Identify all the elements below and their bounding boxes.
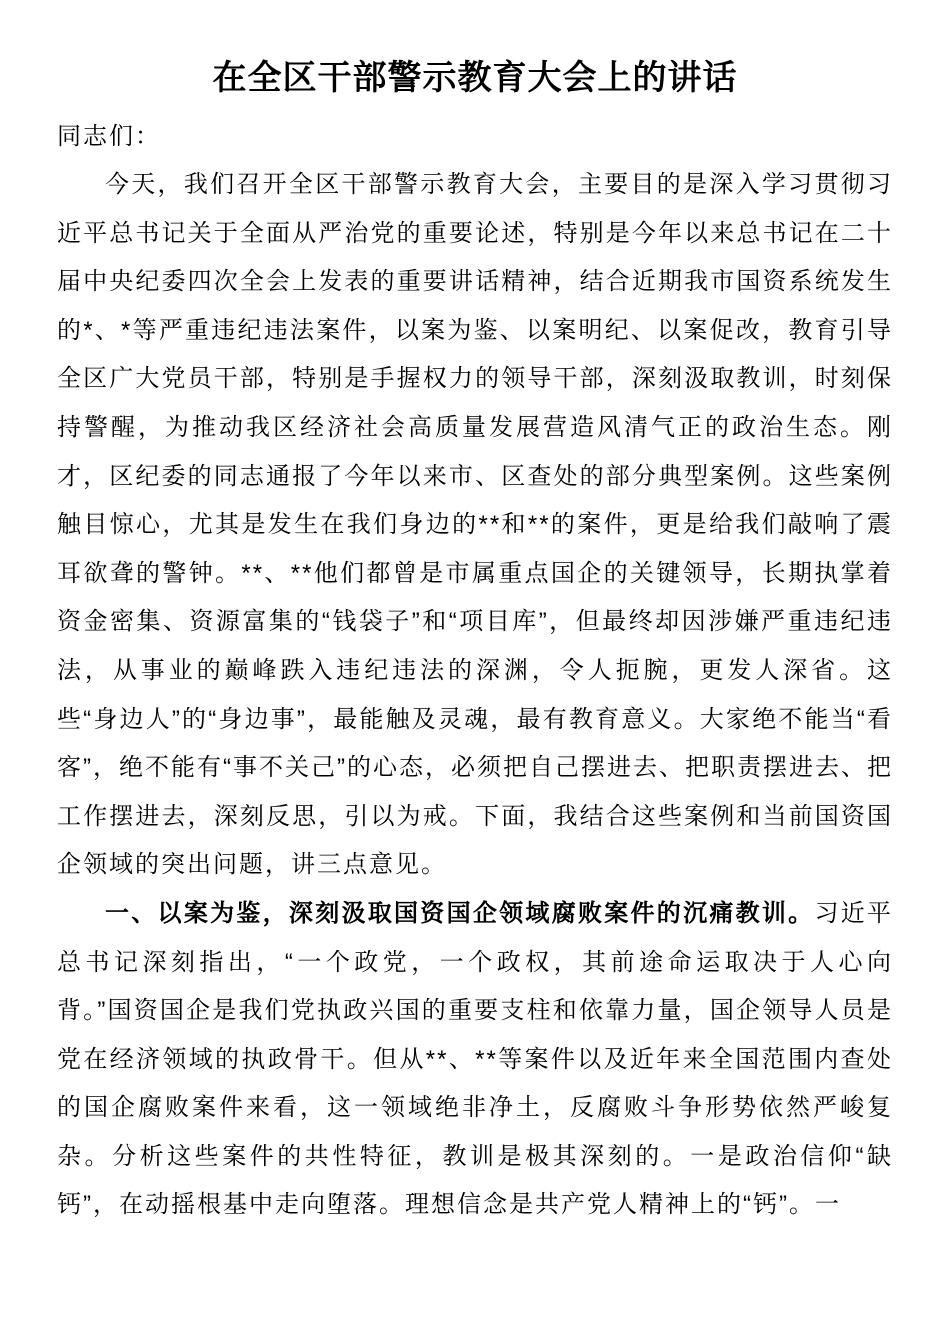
- paragraph: [57, 890, 893, 1230]
- section-heading: 一、以案为鉴，深刻汲取国资国企领域腐败案件的沉痛教训。: [105, 899, 815, 927]
- paragraph-2-text: 习近平总书记深刻指出，“一个政党，一个政权，其前途命运取决于人心向背。”国资国企是我们党执政兴国的重要支柱和依靠力量，国企领导人员是党在经济领域的执政骨干。但从**、**等案件以及近年来全国范围内查处的国企腐败案件来看，这一领域绝非净土，反腐败斗争形势依然严峻复杂。分析这些案件的共性特征，教训是极其深刻的。一是政治信仰“缺钙”，在动摇根基中走向堕落。理想信念是共产党人精神上的“钙”。一: [57, 899, 894, 1219]
- paragraph-1-text: 今天，我们召开全区干部警示教育大会，主要目的是深入学习贯彻习近平总书记关于全面从严治党的重要论述，特别是今年以来总书记在二十届中央纪委四次全会上发表的重要讲话精神，结合近期我市国资系统发生的*、*等严重违纪违法案件，以案为鉴、以案明纪、以案促改，教育引导全区广大党员干部，特别是手握权力的领导干部，深刻汲取教训，时刻保持警醒，为推动我区经济社会高质量发展营造风清气正的政治生态。刚才，区纪委的同志通报了今年以来市、区查处的部分典型案例。这些案例触目惊心，尤其是发生在我们身边的**和**的案件，更是给我们敲响了震耳欲聋的警钟。**、**他们都曾是市属重点国企的关键领导，长期执掌着资金密集、资源富集的“钱袋子”和“项目库”，但最终却因涉嫌严重违纪违法，从事业的巅峰跌入违纪违法的深渊，令人扼腕，更发人深省。这些“身边人”的“身边事”，最能触及灵魂，最有教育意义。大家绝不能当“看客”，绝不能有“事不关己”的心态，必须把自己摆进去、把职责摆进去、把工作摆进去，深刻反思，引以为戒。下面，我结合这些案例和当前国资国企领域的突出问题，讲三点意见。: [57, 171, 893, 879]
- document-title: 在全区干部警示教育大会上的讲话: [212, 59, 738, 97]
- salutation: 同志们：: [57, 123, 161, 150]
- paragraph: [57, 161, 893, 890]
